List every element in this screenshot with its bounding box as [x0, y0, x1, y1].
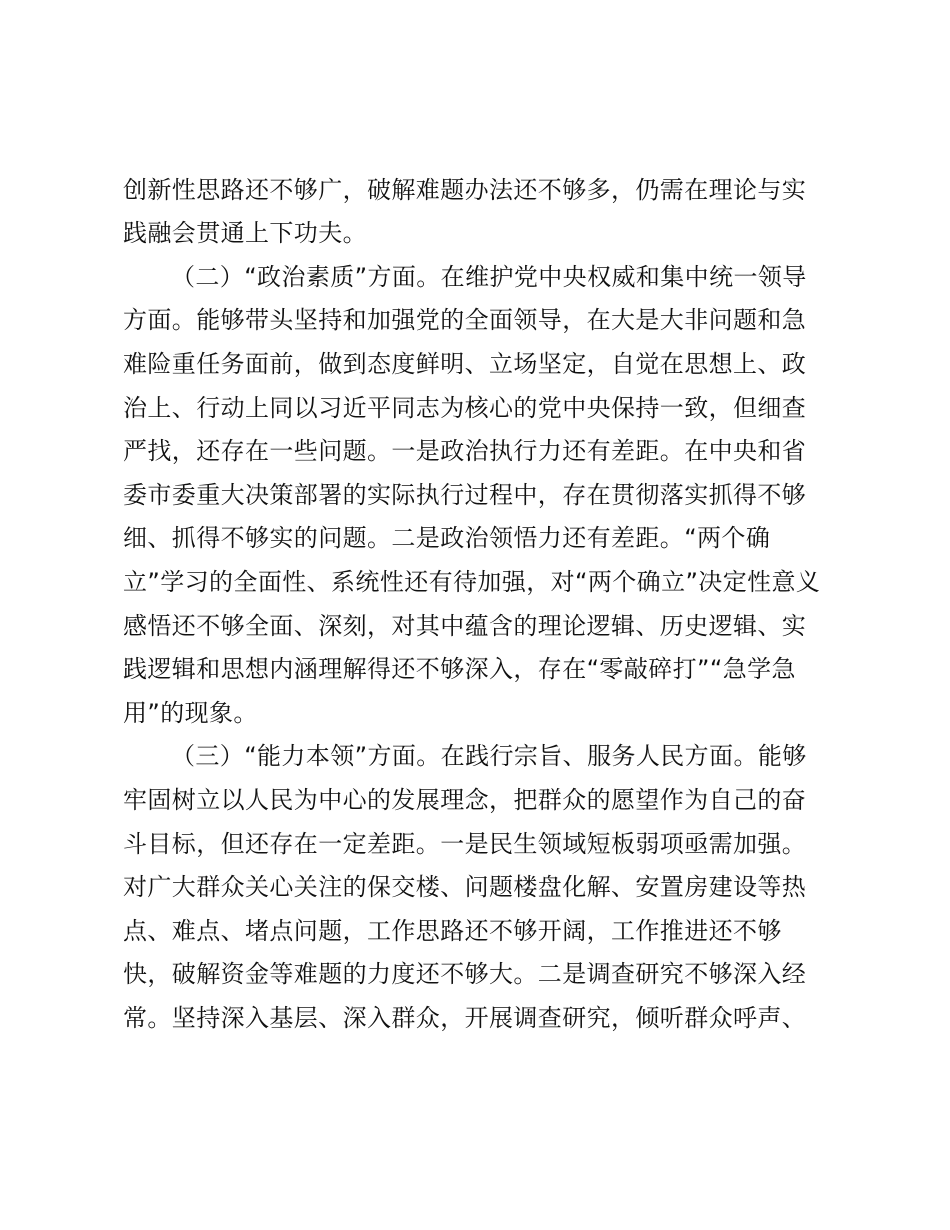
- text-line: 牢固树立以人民为中心的发展理念，把群众的愿望作为自己的奋: [123, 786, 807, 814]
- text-line: 对广大群众关心关注的保交楼、问题楼盘化解、安置房建设等热: [123, 873, 807, 901]
- text-line: 快，破解资金等难题的力度还不够大。二是调查研究不够深入经: [123, 960, 807, 988]
- text-line: 委市委重大决策部署的实际执行过程中，存在贯彻落实抓得不够: [123, 481, 807, 509]
- text-line: 践融会贯通上下功夫。: [123, 219, 367, 247]
- paragraph-heading-political-quality: （二）“政治素质”方面。在维护党中央权威和集中统一领导: [171, 263, 807, 291]
- text-line: 感悟还不够全面、深刻，对其中蕴含的理论逻辑、历史逻辑、实: [123, 612, 807, 640]
- text-line: 严找，还存在一些问题。一是政治执行力还有差距。在中央和省: [123, 437, 807, 465]
- text-line: 细、抓得不够实的问题。二是政治领悟力还有差距。“两个确: [123, 524, 771, 552]
- text-line: 方面。能够带头坚持和加强党的全面领导，在大是大非问题和急: [123, 306, 807, 334]
- text-line: 治上、行动上同以习近平同志为核心的党中央保持一致，但细查: [123, 394, 807, 422]
- text-line: 难险重任务面前，做到态度鲜明、立场坚定，自觉在思想上、政: [123, 350, 807, 378]
- text-line: 斗目标，但还存在一定差距。一是民生领域短板弱项亟需加强。: [123, 830, 807, 858]
- paragraph-heading-ability: （三）“能力本领”方面。在践行宗旨、服务人民方面。能够: [171, 742, 807, 770]
- text-line: 践逻辑和思想内涵理解得还不够深入，存在“零敲碎打”“急学急: [123, 655, 796, 683]
- text-line: 立”学习的全面性、系统性还有待加强，对“两个确立”决定性意义: [123, 568, 821, 596]
- text-line: 创新性思路还不够广，破解难题办法还不够多，仍需在理论与实: [123, 176, 807, 204]
- text-line: 用”的现象。: [123, 699, 258, 727]
- text-line: 常。坚持深入基层、深入群众，开展调查研究，倾听群众呼声、: [123, 1004, 807, 1032]
- text-line: 点、难点、堵点问题，工作思路还不够开阔，工作推进还不够: [123, 917, 782, 945]
